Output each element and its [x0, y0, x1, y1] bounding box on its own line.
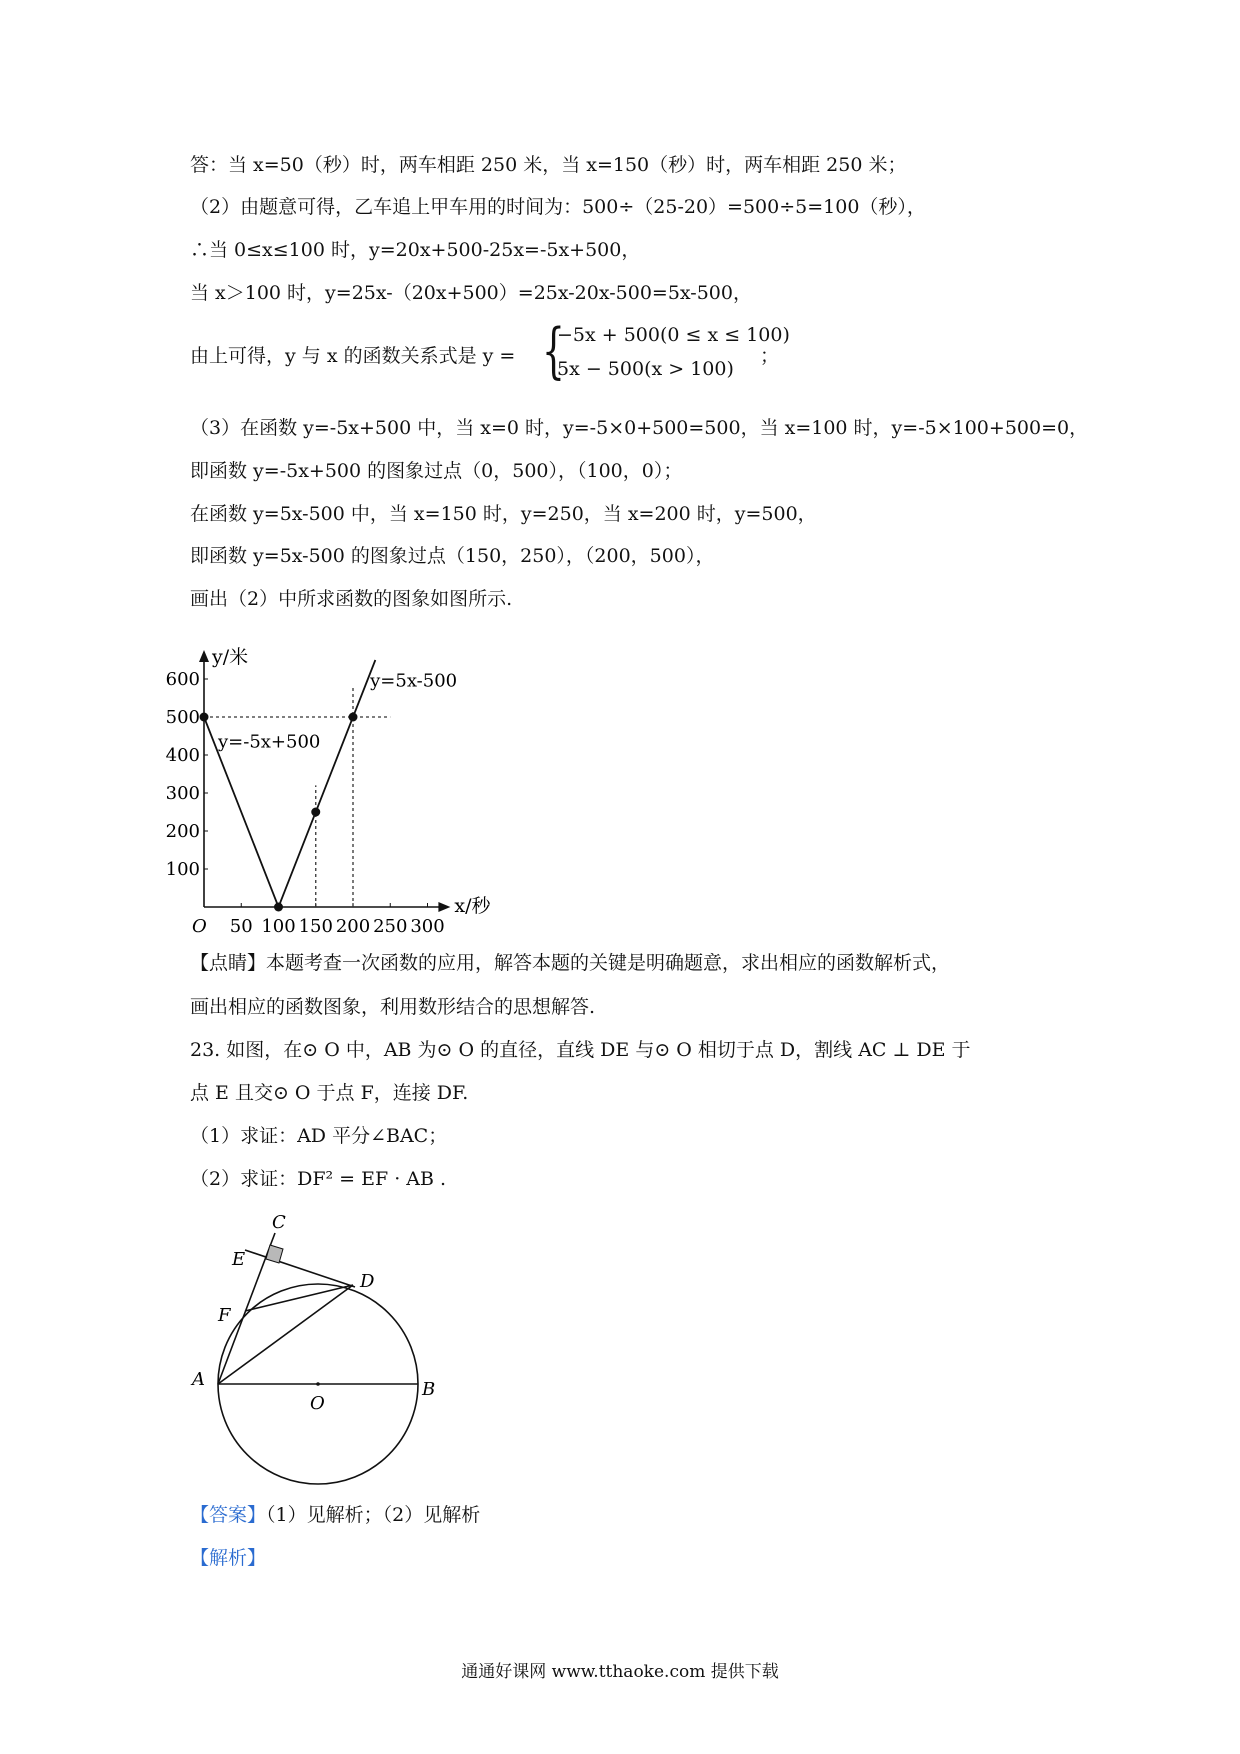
right-angle-mark — [266, 1245, 283, 1263]
dianjing-line — [190, 950, 950, 976]
y-axis-label: y/米 — [212, 646, 249, 668]
x-tick-label: 250 — [373, 916, 408, 937]
piecewise-brace: { — [542, 316, 565, 386]
label-d: D — [360, 1271, 375, 1292]
y-tick-label: 500 — [165, 707, 200, 728]
q23-part-2: （2）求证：DF² = EF · AB . — [190, 1168, 447, 1190]
footer: 通通好课网 www.tthaoke.com 提供下载 — [461, 1662, 779, 1682]
line-1: 答：当 x=50（秒）时，两车相距 250 米，当 x=150（秒）时，两车相距 250 米； — [190, 154, 907, 176]
segment-fd — [245, 1285, 353, 1311]
answer-text: （1）见解析；（2）见解析 — [266, 1504, 481, 1526]
piecewise-lead: 由上可得，y 与 x 的函数关系式是 y = — [190, 345, 516, 367]
y-tick-label: 200 — [165, 821, 200, 842]
q23-line-2: 点 E 且交⊙ O 于点 F，连接 DF. — [190, 1082, 469, 1104]
x-tick-label: 200 — [335, 916, 371, 937]
label-o: O — [310, 1393, 325, 1414]
line-6: （3）在函数 y=-5x+500 中，当 x=0 时，y=-5×0+500=500，当 x=100 时，y=-5×100+500=0， — [190, 417, 1089, 439]
series-line-1 — [279, 660, 376, 907]
x-axis-arrow — [438, 902, 450, 912]
y-tick-label: 300 — [165, 783, 200, 804]
line-2: （2）由题意可得，乙车追上甲车用的时间为：500÷（25-20）=500÷5=100（秒）， — [190, 196, 926, 218]
q23-part-1: （1）求证：AD 平分∠BAC； — [190, 1125, 448, 1147]
series-label-1: y=5x-500 — [370, 670, 458, 692]
y-tick-label: 100 — [165, 859, 200, 880]
line-11: 画出相应的函数图象，利用数形结合的思想解答. — [190, 996, 596, 1018]
line-4: 当 x＞100 时，y=25x-（20x+500）=25x-20x-500=5x-500， — [190, 282, 752, 304]
y-tick-label: 600 — [165, 669, 200, 690]
data-point — [311, 808, 320, 817]
line-10: 画出（2）中所求函数的图象如图所示. — [190, 588, 513, 610]
label-b: B — [422, 1379, 436, 1400]
x-tick-label: 150 — [298, 916, 333, 937]
function-graph — [165, 620, 580, 940]
label-a: A — [192, 1369, 205, 1390]
x-tick-label: 50 — [229, 916, 253, 937]
x-tick-label: 300 — [410, 916, 445, 937]
label-e: E — [232, 1249, 246, 1270]
x-tick-label: 100 — [261, 916, 296, 937]
piecewise-end: ； — [760, 345, 780, 367]
x-axis-label: x/秒 — [454, 895, 491, 917]
data-point — [274, 903, 283, 912]
answer-tag: 【答案】 — [190, 1504, 267, 1526]
analysis-line: 【解析】 — [190, 1547, 267, 1569]
label-c: C — [272, 1212, 286, 1233]
line-3: ∴当 0≤x≤100 时，y=20x+500-25x=-5x+500， — [190, 239, 641, 261]
center-dot — [316, 1382, 320, 1386]
segment-ad — [218, 1285, 353, 1384]
origin-label: O — [192, 916, 207, 937]
y-tick-label: 400 — [165, 745, 200, 766]
line-9: 即函数 y=5x-500 的图象过点（150，250），（200，500）， — [190, 545, 715, 567]
piecewise-case-1: −5x + 500(0 ≤ x ≤ 100) — [557, 324, 790, 346]
data-point — [349, 713, 358, 722]
circle-diagram — [190, 1212, 450, 1500]
answer-line — [190, 1502, 480, 1528]
piecewise-case-2: 5x − 500(x > 100) — [557, 358, 734, 380]
line-7: 即函数 y=-5x+500 的图象过点（0，500），（100，0）； — [190, 460, 683, 482]
line-8: 在函数 y=5x-500 中，当 x=150 时，y=250，当 x=200 时，y=500， — [190, 503, 817, 525]
data-point — [200, 713, 209, 722]
dianjing-tag: 【点睛】 — [190, 952, 267, 974]
dianjing-text: 本题考查一次函数的应用，解答本题的关键是明确题意，求出相应的函数解析式， — [266, 952, 951, 974]
series-label-0: y=-5x+500 — [218, 731, 321, 753]
label-f: F — [218, 1305, 231, 1326]
q23-line-1: 23. 如图，在⊙ O 中，AB 为⊙ O 的直径，直线 DE 与⊙ O 相切于点 D，割线 AC ⊥ DE 于 — [190, 1039, 971, 1061]
y-axis-arrow — [199, 650, 209, 662]
